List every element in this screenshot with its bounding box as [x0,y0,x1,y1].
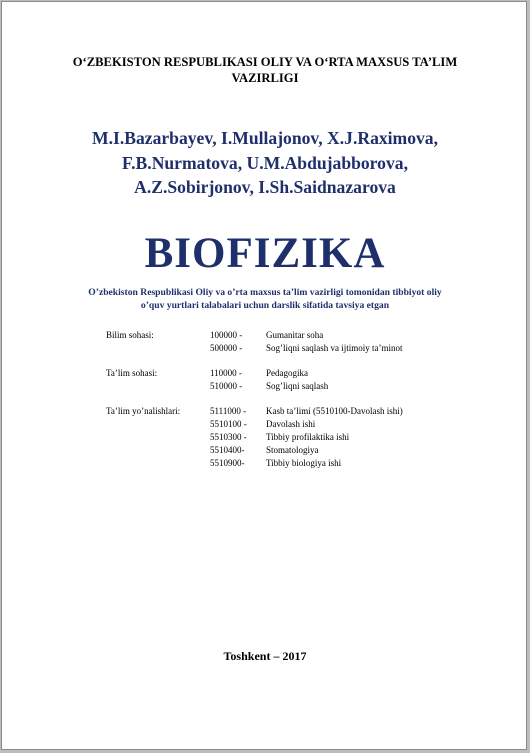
field-code: 5510100 - [210,419,247,429]
field-group-bilim-sohasi [106,329,486,355]
ministry-line-1: O‘ZBEKISTON RESPUBLIKASI OLIY VA O‘RTA MAXSUS TA’LIM [72,55,458,69]
field-label: Ta’lim sohasi: [106,368,158,378]
field-label: Bilim sohasi: [106,330,154,340]
field-group-talim-sohasi [106,367,486,393]
field-code: 5111000 - [210,406,247,416]
field-desc: Kasb ta’limi (5510100-Davolash ishi) [266,406,403,416]
place-and-year: Toshkent – 2017 [223,649,307,663]
field-desc: Stomatologiya [266,445,319,455]
subtitle-line-1: O’zbekiston Respublikasi Oliy va o’rta maxsus ta’lim vazirligi tomonidan tibbiyot oliy [88,287,442,298]
document-page [1,1,527,750]
subtitle-line-2: o’quv yurtlari talabalari uchun darslik sifatida tavsiya etgan [140,300,390,311]
field-row [106,457,486,470]
field-group-talim-yonalishlari [106,405,486,470]
field-desc: Pedagogika [266,368,308,378]
field-code: 500000 - [210,343,243,353]
authors-line-2: F.B.Nurmatova, U.M.Abdujabborova, [122,152,408,173]
field-row [106,380,486,393]
book-title: BIOFIZIKA [144,230,386,277]
field-row [106,329,486,342]
subtitle-block [62,286,468,312]
field-desc: Tibbiy profilaktika ishi [266,432,350,442]
fields-block [106,329,486,482]
authors-line-3: A.Z.Sobirjonov, I.Sh.Saidnazarova [134,177,396,197]
field-desc: Davolash ishi [266,419,316,429]
field-row [106,367,486,380]
field-label: Ta’lim yo’nalishlari: [106,406,181,416]
field-row [106,405,486,418]
field-desc: Gumanitar soha [266,330,324,340]
field-row [106,444,486,457]
field-code: 5510400- [210,445,245,455]
authors-block [32,126,498,200]
field-code: 5510900- [210,458,245,468]
ministry-heading [42,54,488,86]
field-row [106,342,486,355]
field-code: 5510300 - [210,432,247,442]
authors-line-1: M.I.Bazarbayev, I.Mullajonov, X.J.Raximova, [91,128,438,148]
field-code: 110000 - [210,368,242,378]
field-row [106,418,486,431]
field-code: 510000 - [210,381,243,391]
field-desc: Sog’liqni saqlash [266,381,329,391]
field-desc: Tibbiy biologiya ishi [266,458,342,468]
field-desc: Sog’liqni saqlash va ijtimoiy ta’minot [266,343,403,353]
ministry-line-2: VAZIRLIGI [231,71,299,85]
field-code: 100000 - [210,330,243,340]
field-row [106,431,486,444]
